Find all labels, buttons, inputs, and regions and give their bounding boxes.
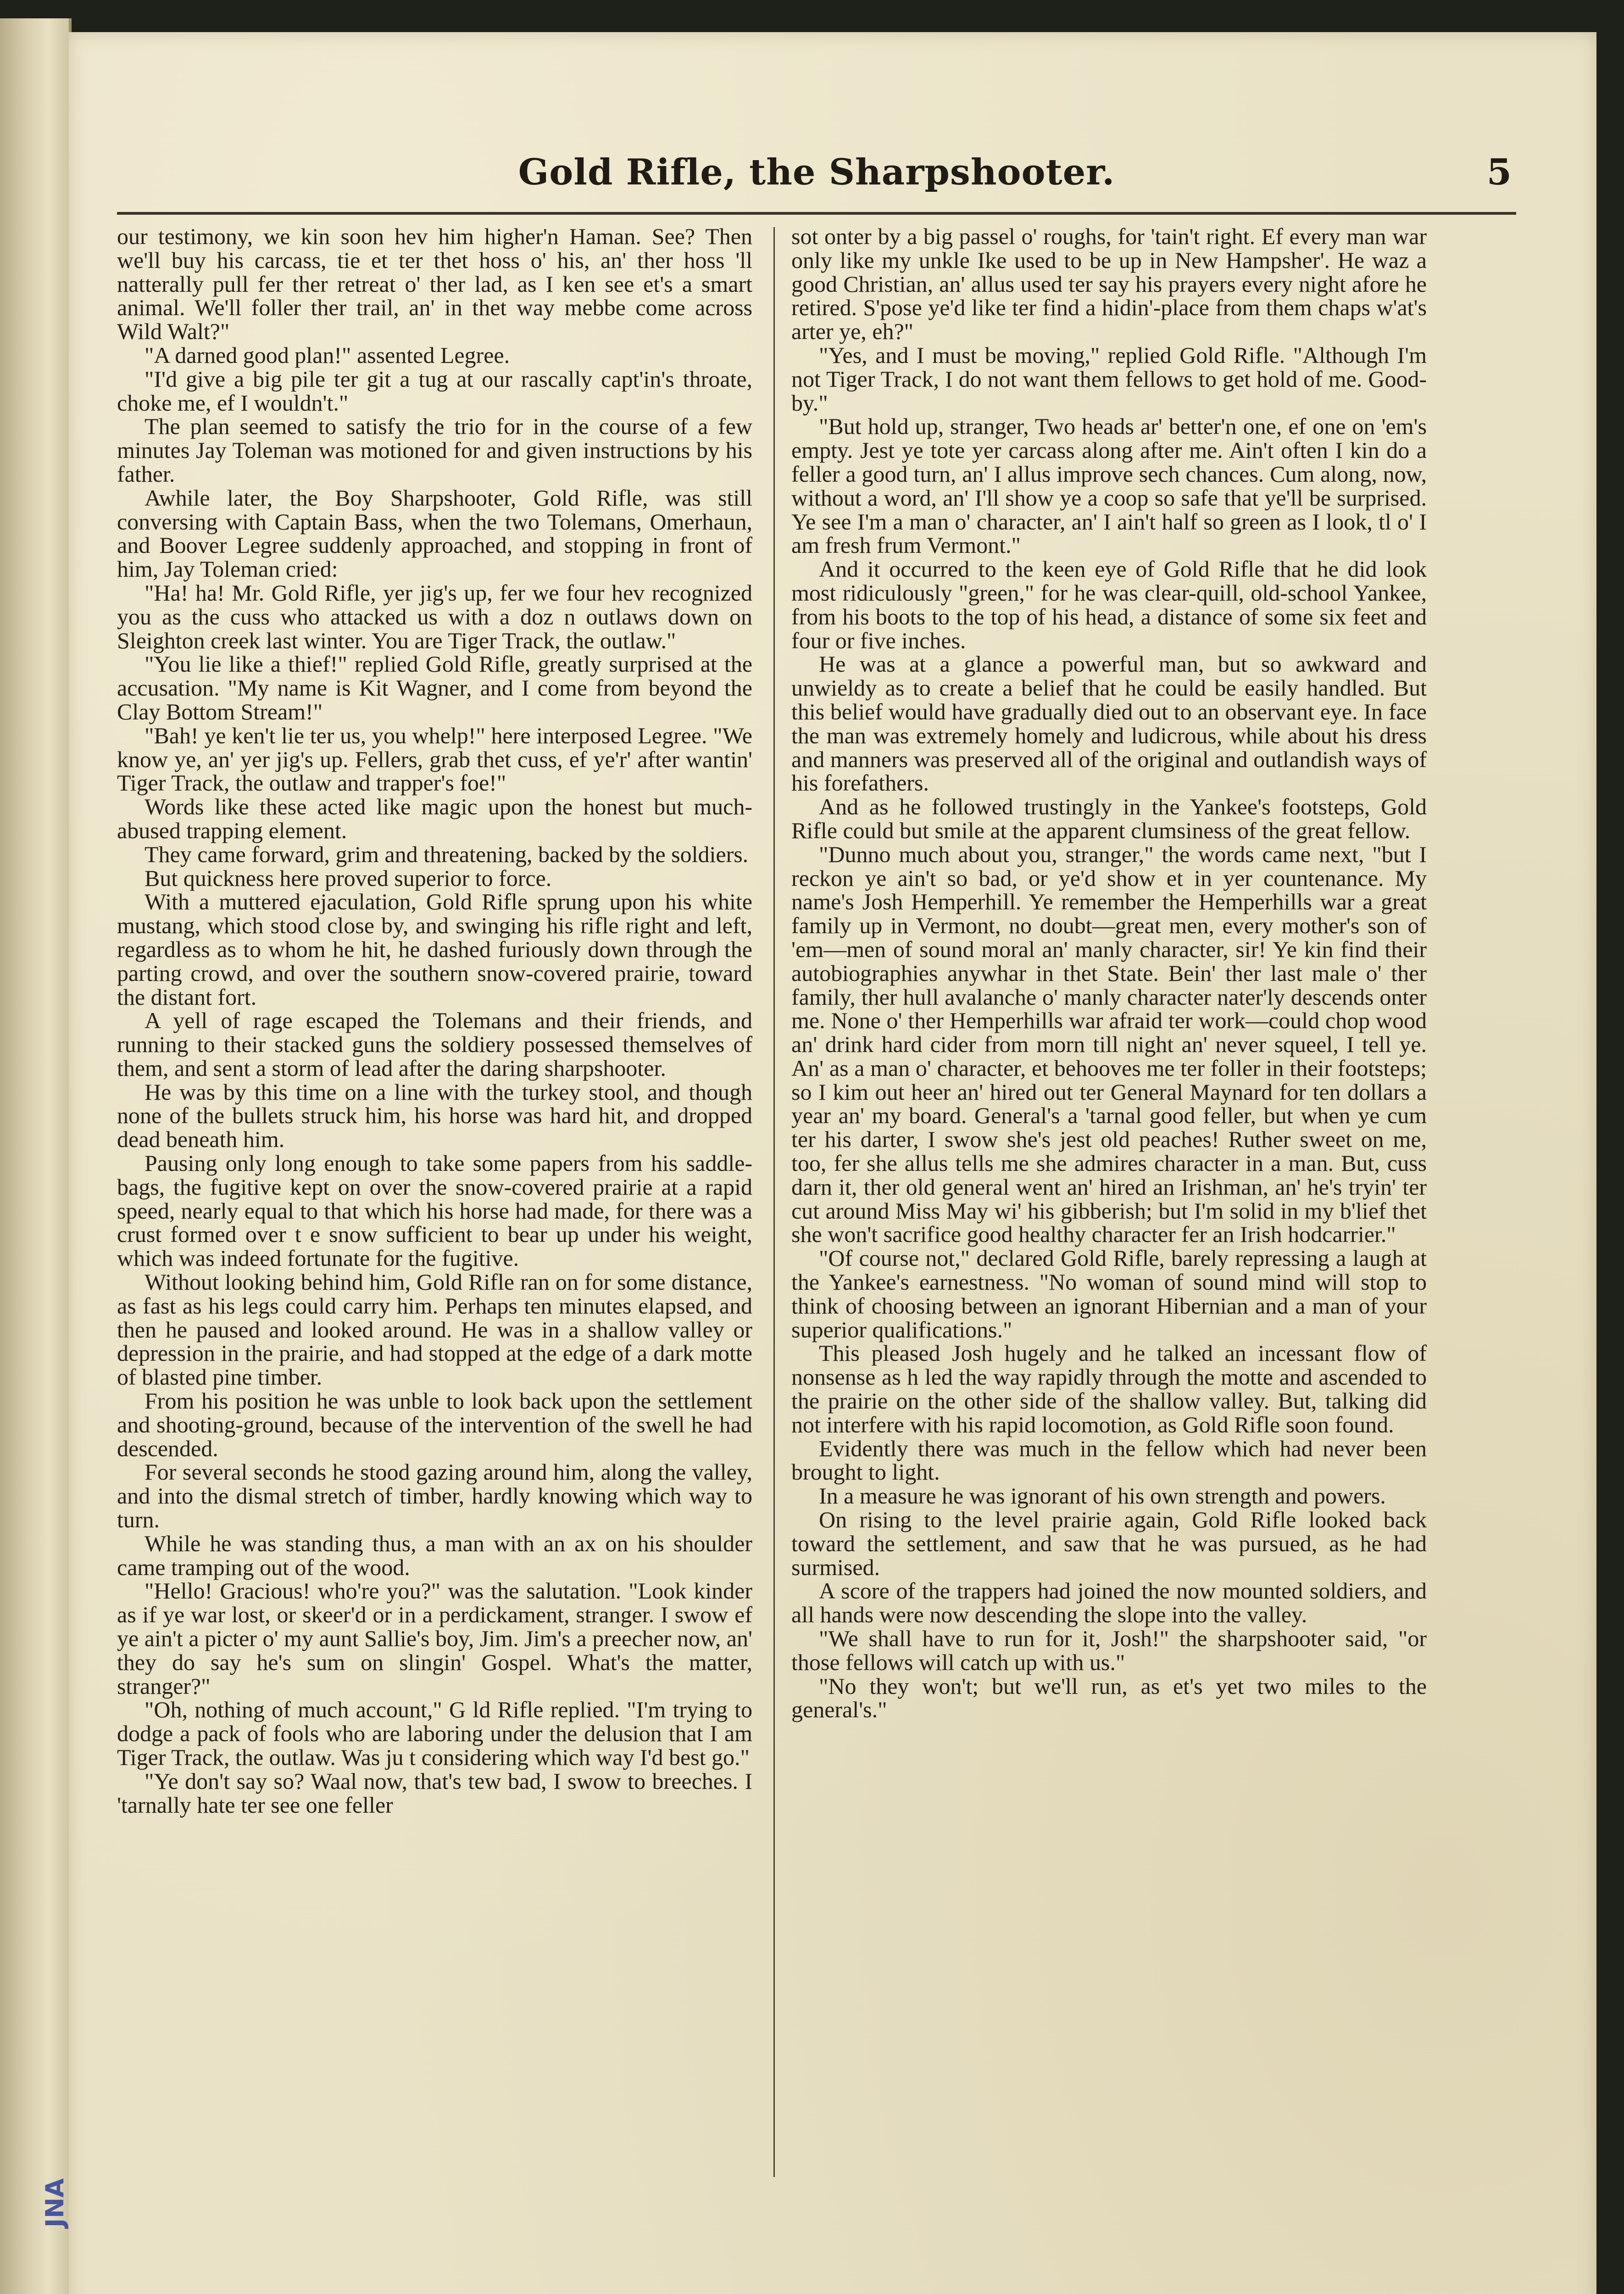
paragraph: While he was standing thus, a man with an ax on his shoulder came tramping out of the wood.	[117, 1530, 752, 1580]
paragraph: "Of course not," declared Gold Rifle, barely repressing a laugh at the Yankee's earnestness. "No woman of sound mind will stop to think of choosing between an ignorant Hibernian and a man of your superior qualifications."	[791, 1245, 1427, 1342]
paragraph: "No they won't; but we'll run, as et's yet two miles to the general's."	[791, 1673, 1427, 1723]
paragraph: "A darned good plan!" assented Legree.	[145, 342, 510, 368]
paragraph: On rising to the level prairie again, Gold Rifle looked back toward the settlement, and saw that he was pursued, as he had surmised.	[791, 1507, 1427, 1580]
paragraph: "Yes, and I must be moving," replied Gold Rifle. "Although I'm not Tiger Track, I do not want them fellows to get hold of me. Good-by."	[791, 342, 1427, 416]
paragraph: In a measure he was ignorant of his own strength and powers.	[819, 1483, 1386, 1509]
paragraph: "Oh, nothing of much account," G ld Rifle replied. "I'm trying to dodge a pack of fools who are laboring under the delusion that I am Tiger Track, the outlaw. Was ju t considering which way I'd best go."	[117, 1697, 752, 1770]
paragraph: And it occurred to the keen eye of Gold Rifle that he did look most ridiculously "green," for he was clear-quill, old-school Yankee, from his boots to the top of his head, a distance of some six feet and four or five inches.	[791, 556, 1427, 653]
paragraph: This pleased Josh hugely and he talked an incessant flow of nonsense as h led the way rapidly through the motte and ascended to the prairie on the other side of the shallow valley. But, talking did not interfere with his rapid locomotion, as Gold Rifle soon found.	[791, 1340, 1427, 1437]
running-head	[117, 151, 1516, 197]
text-column-right	[791, 225, 1427, 2166]
paragraph: "Ha! ha! Mr. Gold Rifle, yer jig's up, fer we four hev recognized you as the cuss who attacked us with a doz n outlaws down on Sleighton creek last winter. You are Tiger Track, the outlaw."	[117, 579, 752, 653]
ink-stamp: JNA	[40, 2178, 69, 2227]
paragraph: A yell of rage escaped the Tolemans and their friends, and running to their stacked guns the soldiery possessed themselves of them, and sent a storm of lead after the daring sharpshooter.	[117, 1008, 752, 1081]
paragraph: Without looking behind him, Gold Rifle ran on for some distance, as fast as his legs could carry him. Perhaps ten minutes elapsed, and then he paused and looked around. He was in a shallow valley or depression in the prairie, and had stopped at the edge of a dark motte of blasted pine timber.	[117, 1269, 752, 1390]
paragraph: "You lie like a thief!" replied Gold Rifle, greatly surprised at the accusation. "My name is Kit Wagner, and I come from beyond the Clay Bottom Stream!"	[117, 651, 752, 724]
paragraph: "Hello! Gracious! who're you?" was the salutation. "Look kinder as if ye war lost, or skeer'd or in a perdickament, stranger. I swow ef ye ain't a picter o' my aunt Sallie's boy, Jim. Jim's a preecher now, an' they do say he's sum on slingin' Gospel. What's the matter, stranger?"	[117, 1578, 752, 1699]
header-rule	[117, 212, 1516, 215]
paragraph: our testimony, we kin soon hev him higher'n Haman. See? Then we'll buy his carcass, tie et ter thet hoss o' his, an' ther hoss 'll natterally pull fer ther retreat o' ther lad, as I ken see et's a smart animal. We'll foller ther trail, an' in thet way mebbe come across Wild Walt?"	[117, 225, 752, 345]
paragraph: "But hold up, stranger, Two heads ar' better'n one, ef one on 'em's empty. Jest ye tote yer carcass along after me. Ain't often I kin do a feller a good turn, an' I allus improve sech chances. Cum along, now, without a word, an' I'll show ye a coop so safe that ye'll be surprised. Ye see I'm a man o' character, an' I ain't half so green as I look, tl o' I am fresh frum Vermont."	[791, 413, 1427, 558]
column-divider	[773, 227, 775, 2177]
paragraph: From his position he was unble to look back upon the settlement and shooting-ground, because of the intervention of the swell he had descended.	[117, 1388, 752, 1461]
paragraph: For several seconds he stood gazing around him, along the valley, and into the dismal stretch of timber, hardly knowing which way to turn.	[117, 1459, 752, 1533]
page-number: 5	[1486, 151, 1512, 193]
paragraph: But quickness here proved superior to force.	[145, 865, 552, 891]
paragraph: He was by this time on a line with the turkey stool, and though none of the bullets struck him, his horse was hard hit, and dropped dead beneath him.	[117, 1079, 752, 1153]
page-title: Gold Rifle, the Sharpshooter.	[518, 151, 1115, 193]
paragraph: Awhile later, the Boy Sharpshooter, Gold Rifle, was still conversing with Captain Bass, when the two Tolemans, Omerhaun, and Boover Legree suddenly approached, and stopping in front of him, Jay Toleman cried:	[117, 484, 752, 582]
paragraph: "Bah! ye ken't lie ter us, you whelp!" here interposed Legree. "We know ye, an' yer jig's up. Fellers, grab thet cuss, ef ye'r' after wantin' Tiger Track, the outlaw and trapper's foe!"	[117, 722, 752, 796]
paragraph: With a muttered ejaculation, Gold Rifle sprung upon his white mustang, which stood close by, and swinging his rifle right and left, regardless as to whom he hit, he dashed furiously down through the parting crowd, and over the southern snow-covered prairie, toward the distant fort.	[117, 889, 752, 1010]
paragraph: Evidently there was much in the fellow which had never been brought to light.	[791, 1435, 1427, 1485]
paragraph: "We shall have to run for it, Josh!" the sharpshooter said, "or those fellows will catch up with us."	[791, 1626, 1427, 1675]
paragraph: "I'd give a big pile ter git a tug at our rascally capt'in's throate, choke me, ef I wouldn't."	[117, 366, 752, 416]
paragraph: The plan seemed to satisfy the trio for in the course of a few minutes Jay Toleman was motioned for and given instructions by his father.	[117, 413, 752, 487]
paragraph: Words like these acted like magic upon the honest but much-abused trapping element.	[117, 794, 752, 843]
paragraph: sot onter by a big passel o' roughs, for 'tain't right. Ef every man war only like my unkle Ike used to be up in New Hampsher'. He waz a good Christian, an' allus used ter say his prayers every night afore he retired. S'pose ye'd like ter find a hidin'-place from them chaps w'at's arter ye, eh?"	[791, 225, 1427, 345]
text-column-left	[117, 225, 752, 2166]
paragraph: A score of the trappers had joined the now mounted soldiers, and all hands were now descending the slope into the valley.	[791, 1578, 1427, 1628]
paragraph: "Dunno much about you, stranger," the words came next, "but I reckon ye ain't so bad, or ye'd show et in yer countenance. My name's Josh Hemperhill. Ye remember the Hemperhills war a great family up in Vermont, no doubt—great men, every mother's son of 'em—men of sound moral an' manly character, sir! Ye kin find their autobiographies anywhar in thet State. Bein' ther last male o' ther family, ther hull avalanche o' manly character nater'ly descends onter me. None o' ther Hemperhills war afraid ter work—could chop wood an' drink hard cider from morn till night an' never squeel, I tell ye. An' as a man o' character, et behooves me ter foller in their footsteps; so I kim out heer an' hired out ter General Maynard for ten dollars a year an' my board. General's a 'tarnal good feller, but when ye cum ter his darter, I swow she's jest old peaches! Ruther sweet on me, too, fer she allus tells me she admires character in a man. But, cuss darn it, ther old general went an' hired an Irishman, an' he's tryin' ter cut around Miss May wi' his gibberish; but I'm solid in my b'lief thet she won't sacrifice good healthy character fer an Irish hodcarrier."	[791, 841, 1427, 1247]
book-spine-edge	[0, 18, 72, 2294]
paragraph: "Ye don't say so? Waal now, that's tew bad, I swow to breeches. I 'tarnally hate ter see one feller	[117, 1768, 752, 1818]
paragraph: And as he followed trustingly in the Yankee's footsteps, Gold Rifle could but smile at the apparent clumsiness of the great fellow.	[791, 794, 1427, 843]
paragraph: They came forward, grim and threatening, backed by the soldiers.	[145, 841, 749, 867]
paragraph: Pausing only long enough to take some papers from his saddle-bags, the fugitive kept on over the snow-covered prairie at a rapid speed, nearly equal to that which his horse had made, for there was a crust formed over t e snow sufficient to bear up under his weight, which was indeed fortunate for the fugitive.	[117, 1150, 752, 1271]
paragraph: He was at a glance a powerful man, but so awkward and unwieldy as to create a belief that he could be easily handled. But this belief would have gradually died out to an observant eye. In face the man was extremely homely and ludicrous, while about his dress and manners was preserved all of the original and outlandish ways of his forefathers.	[791, 651, 1427, 796]
